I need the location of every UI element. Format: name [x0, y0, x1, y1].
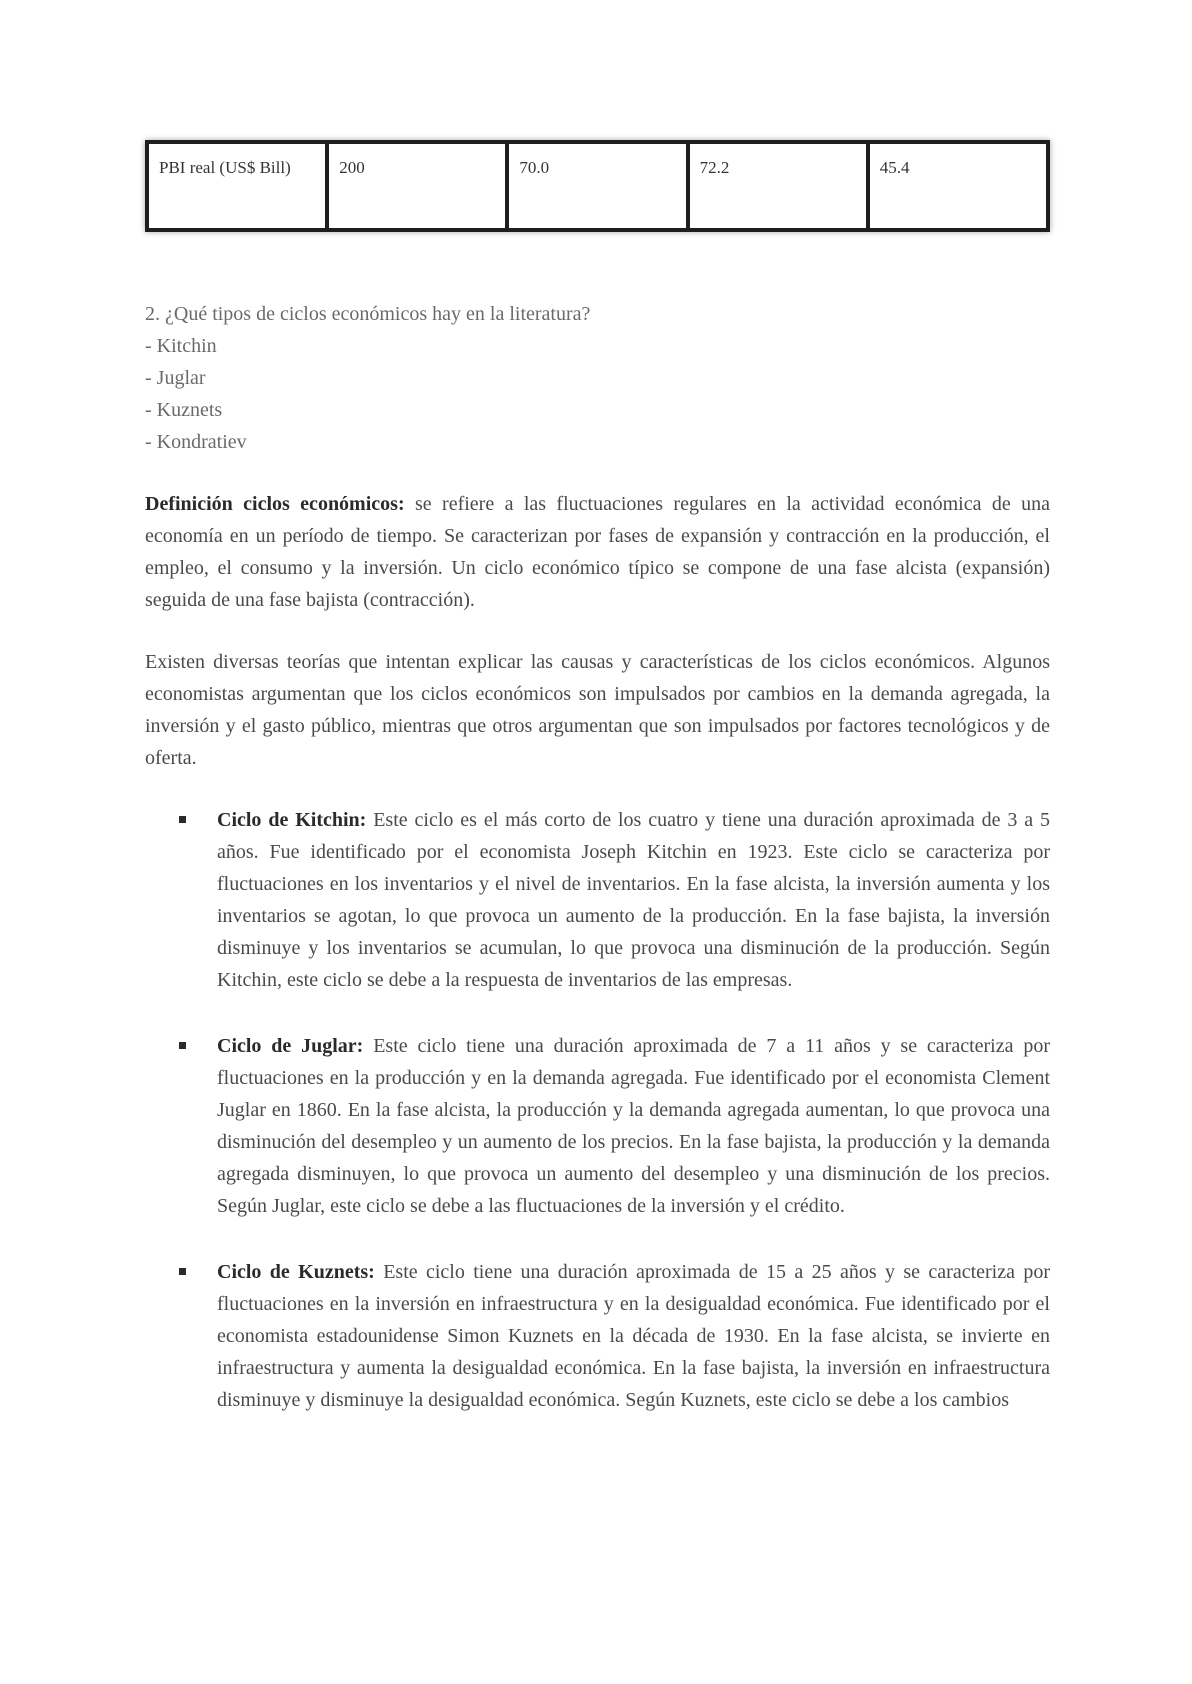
cycle-text: Este ciclo tiene una duración aproximada de 15 a 25 años y se caracteriza por fluctuaciones en la inversión en infraestructura y en la desigualdad económica. Fue identificado por el economista estadounidense Simon Kuznets en la década de 1930. En la fase alcista, se invierte en infraestructura y aumenta la desigualdad económica. En la fase bajista, la inversión en infraestructura disminuye y disminuye la desigualdad económica. Según Kuznets, este ciclo se debe a los cambios	[217, 1261, 1051, 1411]
cycle-item-kuznets	[217, 1256, 1050, 1416]
bullet-icon	[179, 1268, 186, 1275]
bullet-icon	[179, 1042, 186, 1049]
cycle-item-juglar	[217, 1030, 1050, 1222]
list-item: - Kuznets	[145, 394, 1050, 426]
cycle-item-kitchin	[217, 804, 1050, 996]
table-cell: 45.4	[868, 142, 1048, 230]
table-cell: 200	[327, 142, 507, 230]
cycle-text: Este ciclo es el más corto de los cuatro y tiene una duración aproximada de 3 a 5 años. Fue identificado por el economista Joseph Kitchin en 1923. Este ciclo se caracteriza por fluctuaciones en los inventarios y el nivel de inventarios. En la fase alcista, la inversión aumenta y los inventarios se agotan, lo que provoca un aumento de la producción. En la fase bajista, la inversión disminuye y los inventarios se acumulan, lo que provoca una disminución de la producción. Según Kitchin, este ciclo se debe a la respuesta de inventarios de las empresas.	[217, 809, 1051, 991]
list-item: - Juglar	[145, 362, 1050, 394]
table-cell: 72.2	[688, 142, 868, 230]
cycle-term: Ciclo de Juglar:	[217, 1035, 364, 1057]
cycle-text: Este ciclo tiene una duración aproximada de 7 a 11 años y se caracteriza por fluctuaciones en la producción y en la demanda agregada. Fue identificado por el economista Clement Juglar en 1860. En la fase alcista, la producción y la demanda agregada aumentan, lo que provoca una disminución del desempleo y un aumento de los precios. En la fase bajista, la producción y la demanda agregada disminuyen, lo que provoca un aumento del desempleo y una disminución de los precios. Según Juglar, este ciclo se debe a las fluctuaciones de la inversión y el crédito.	[217, 1035, 1050, 1217]
list-item: - Kitchin	[145, 330, 1050, 362]
definition-paragraph	[145, 488, 1050, 616]
table-row	[147, 142, 1048, 230]
theories-paragraph: Existen diversas teorías que intentan explicar las causas y características de los ciclos económicos. Algunos economistas argumentan que los ciclos económicos son impulsados por cambios en la demanda agregada, la inversión y el gasto público, mientras que otros argumentan que son impulsados por factores tecnológicos y de oferta.	[145, 651, 1050, 769]
table-cell-label: PBI real (US$ Bill)	[147, 142, 327, 230]
cycles-list	[145, 804, 1050, 1416]
question-heading: 2. ¿Qué tipos de ciclos económicos hay en la literatura?	[145, 303, 591, 325]
list-item: - Kondratiev	[145, 426, 1050, 458]
definition-term: Definición ciclos económicos:	[145, 493, 405, 515]
cycle-term: Ciclo de Kuznets:	[217, 1261, 375, 1283]
document-page	[145, 140, 1050, 1450]
data-table	[145, 140, 1050, 232]
cycle-term: Ciclo de Kitchin:	[217, 809, 367, 831]
bullet-icon	[179, 816, 186, 823]
table-cell: 70.0	[507, 142, 687, 230]
cycle-types-list	[145, 330, 1050, 458]
definition-text: se refiere a las fluctuaciones regulares en la actividad económica de una economía en un período de tiempo. Se caracterizan por fases de expansión y contracción en la producción, el empleo, el consumo y la inversión. Un ciclo económico típico se compone de una fase alcista (expansión) seguida de una fase bajista (contracción).	[145, 493, 1050, 611]
